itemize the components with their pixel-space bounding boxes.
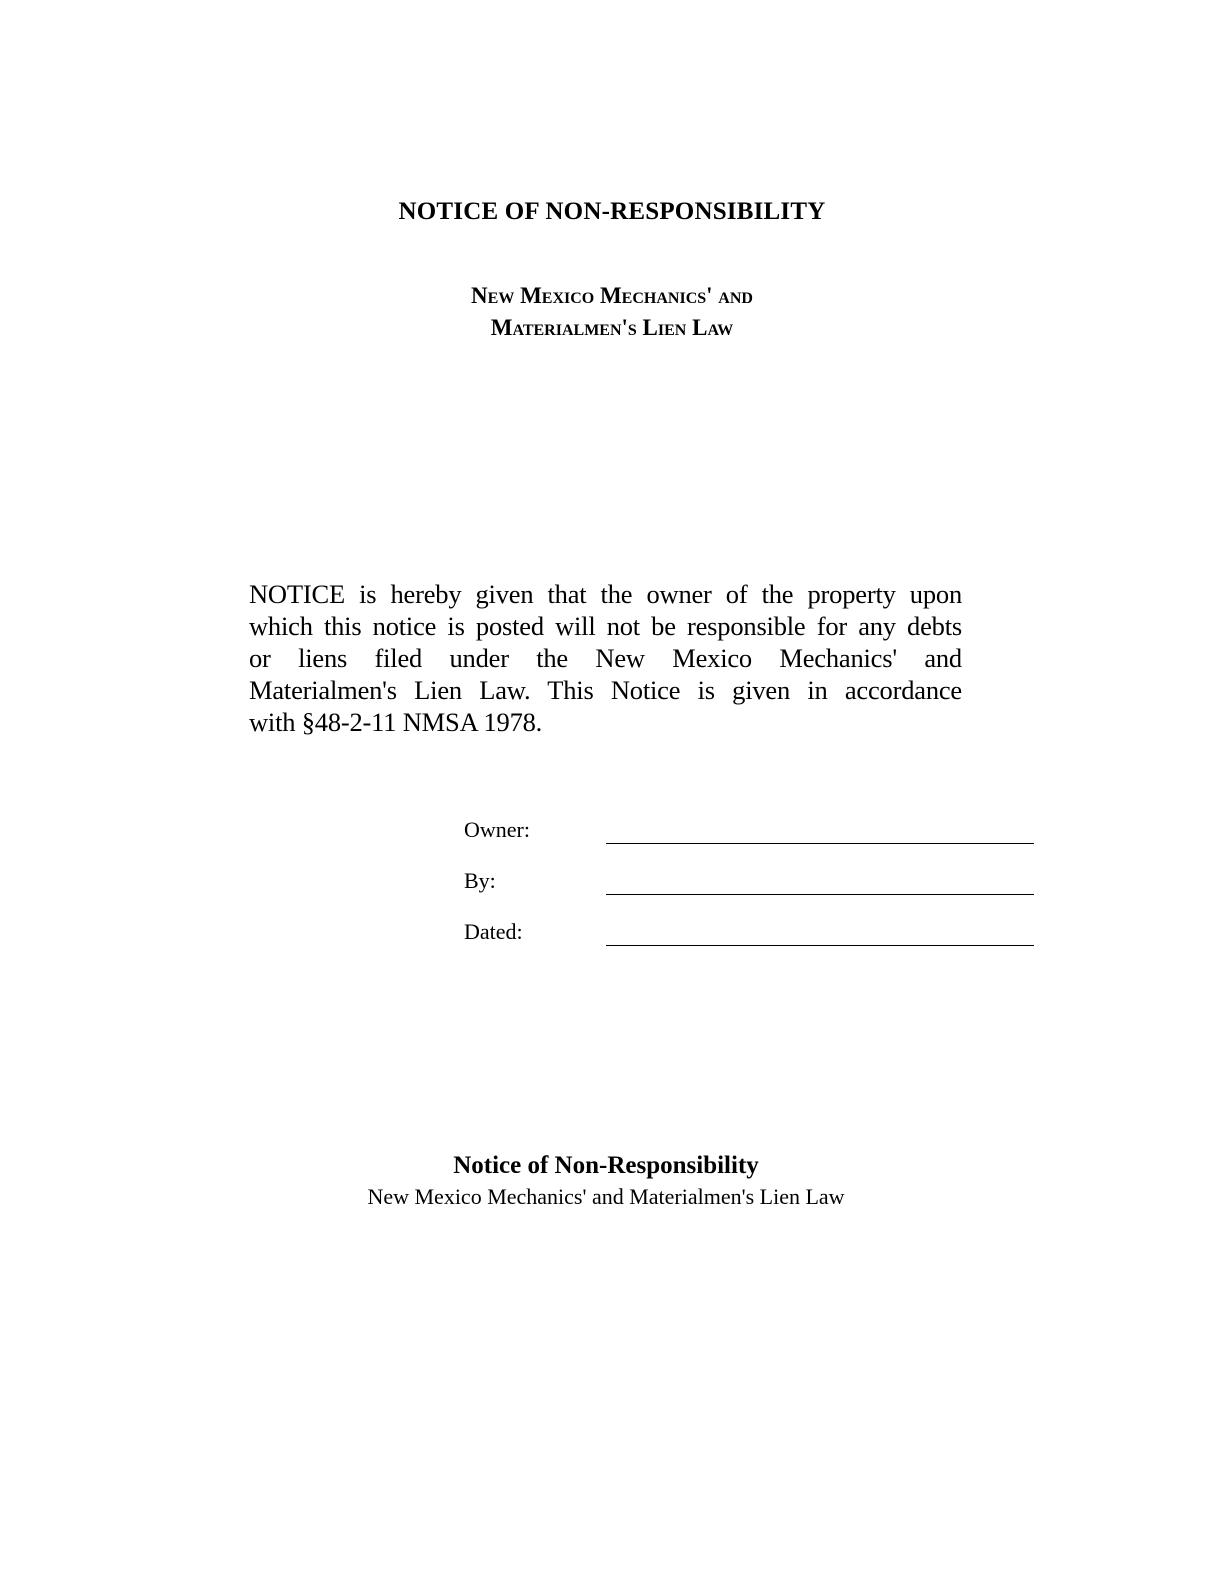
dated-label: Dated: [464, 919, 523, 944]
owner-signature-line[interactable] [606, 843, 1034, 844]
dated-signature-line[interactable] [606, 945, 1034, 946]
document-subtitle [0, 280, 1224, 344]
body-line: with §48-2-11 NMSA 1978. [249, 707, 543, 737]
document-title: NOTICE OF NON-RESPONSIBILITY [398, 198, 826, 225]
body-line: NOTICE is hereby given that the owner of the property upon [249, 579, 962, 609]
footer-title: Notice of Non-Responsibility [453, 1152, 759, 1179]
body-line: or liens filed under the New Mexico Mechanics' and [249, 643, 962, 673]
footer-subtitle: New Mexico Mechanics' and Materialmen's Lien Law [367, 1184, 845, 1209]
subtitle-line: New Mexico Mechanics' and [471, 283, 753, 308]
notice-body [249, 578, 962, 738]
owner-field [464, 817, 1036, 847]
body-line: Materialmen's Lien Law. This Notice is given in accordance [249, 675, 962, 705]
by-signature-line[interactable] [606, 894, 1034, 895]
subtitle-line: Materialmen's Lien Law [490, 315, 734, 340]
owner-label: Owner: [464, 817, 530, 842]
by-field [464, 868, 1036, 898]
by-label: By: [464, 868, 496, 893]
dated-field [464, 919, 1036, 949]
body-line: which this notice is posted will not be responsible for any debts [249, 611, 962, 641]
